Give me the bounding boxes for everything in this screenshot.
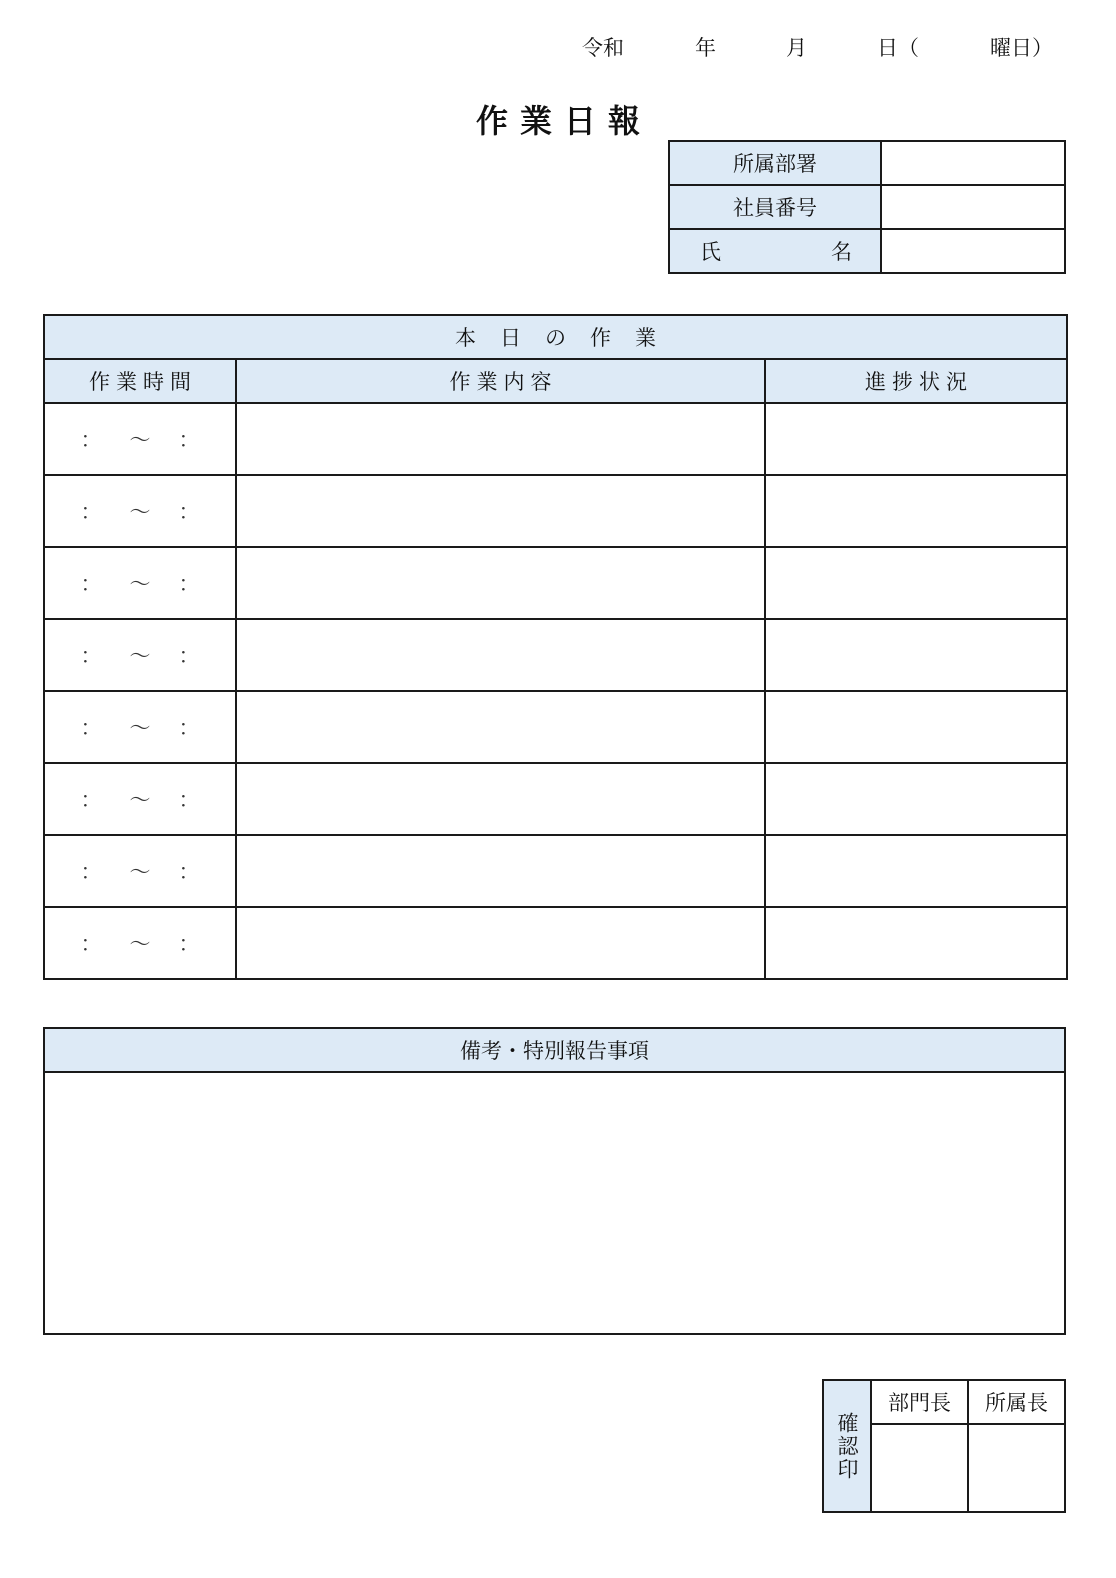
table-row [44, 763, 1067, 835]
name-label: 氏 名 [669, 229, 881, 273]
progress-cell[interactable] [765, 475, 1067, 547]
time-tilde: ～ [129, 860, 151, 884]
content-cell[interactable] [236, 907, 765, 979]
stamp-box-section-head[interactable] [968, 1424, 1065, 1512]
time-start-colon: ： [80, 932, 102, 956]
content-cell[interactable] [236, 691, 765, 763]
work-table [43, 314, 1068, 980]
date-weekday-label: 曜日） [990, 36, 1053, 60]
role-department-head: 部門長 [871, 1380, 968, 1424]
time-tilde: ～ [129, 428, 151, 452]
column-header-progress: 進捗状況 [765, 359, 1067, 403]
name-field[interactable] [881, 229, 1065, 273]
notes-field[interactable] [44, 1072, 1065, 1334]
time-tilde: ～ [129, 932, 151, 956]
progress-cell[interactable] [765, 691, 1067, 763]
content-cell[interactable] [236, 835, 765, 907]
content-cell[interactable] [236, 547, 765, 619]
time-end-colon: ： [178, 428, 200, 452]
time-start-colon: ： [80, 500, 102, 524]
time-cell[interactable] [44, 763, 236, 835]
approval-label: 確認印 [823, 1380, 871, 1512]
column-header-content: 作業内容 [236, 359, 765, 403]
time-end-colon: ： [178, 860, 200, 884]
notes-title: 備考・特別報告事項 [44, 1028, 1065, 1072]
time-cell[interactable] [44, 835, 236, 907]
progress-cell[interactable] [765, 403, 1067, 475]
time-cell[interactable] [44, 619, 236, 691]
table-row [44, 475, 1067, 547]
approval-stamp-table [822, 1379, 1066, 1513]
time-cell[interactable] [44, 691, 236, 763]
date-month-label: 月 [786, 36, 807, 60]
progress-cell[interactable] [765, 619, 1067, 691]
employee-number-field[interactable] [881, 185, 1065, 229]
progress-cell[interactable] [765, 763, 1067, 835]
table-row [44, 403, 1067, 475]
content-cell[interactable] [236, 403, 765, 475]
table-row [44, 547, 1067, 619]
role-section-head: 所属長 [968, 1380, 1065, 1424]
time-start-colon: ： [80, 716, 102, 740]
progress-cell[interactable] [765, 547, 1067, 619]
notes-table [43, 1027, 1066, 1335]
time-cell[interactable] [44, 907, 236, 979]
time-end-colon: ： [178, 932, 200, 956]
time-start-colon: ： [80, 572, 102, 596]
time-end-colon: ： [178, 644, 200, 668]
time-end-colon: ： [178, 500, 200, 524]
column-header-time: 作業時間 [44, 359, 236, 403]
time-start-colon: ： [80, 428, 102, 452]
time-tilde: ～ [129, 788, 151, 812]
employee-info-table [668, 140, 1066, 274]
time-cell[interactable] [44, 475, 236, 547]
time-end-colon: ： [178, 572, 200, 596]
progress-cell[interactable] [765, 907, 1067, 979]
content-cell[interactable] [236, 475, 765, 547]
time-end-colon: ： [178, 716, 200, 740]
department-label: 所属部署 [669, 141, 881, 185]
date-day-label: 日（ [877, 36, 919, 60]
time-cell[interactable] [44, 547, 236, 619]
work-section-title: 本日の作業 [44, 315, 1067, 359]
table-row [44, 619, 1067, 691]
stamp-box-department-head[interactable] [871, 1424, 968, 1512]
time-end-colon: ： [178, 788, 200, 812]
time-tilde: ～ [129, 572, 151, 596]
time-tilde: ～ [129, 644, 151, 668]
table-row [44, 907, 1067, 979]
content-cell[interactable] [236, 763, 765, 835]
date-era: 令和 [582, 36, 624, 60]
time-tilde: ～ [129, 500, 151, 524]
time-start-colon: ： [80, 860, 102, 884]
table-row [44, 835, 1067, 907]
content-cell[interactable] [236, 619, 765, 691]
page-title: 作業日報 [475, 102, 652, 140]
time-start-colon: ： [80, 644, 102, 668]
table-row [44, 691, 1067, 763]
date-year-label: 年 [695, 36, 716, 60]
employee-number-label: 社員番号 [669, 185, 881, 229]
time-start-colon: ： [80, 788, 102, 812]
progress-cell[interactable] [765, 835, 1067, 907]
time-tilde: ～ [129, 716, 151, 740]
department-field[interactable] [881, 141, 1065, 185]
time-cell[interactable] [44, 403, 236, 475]
